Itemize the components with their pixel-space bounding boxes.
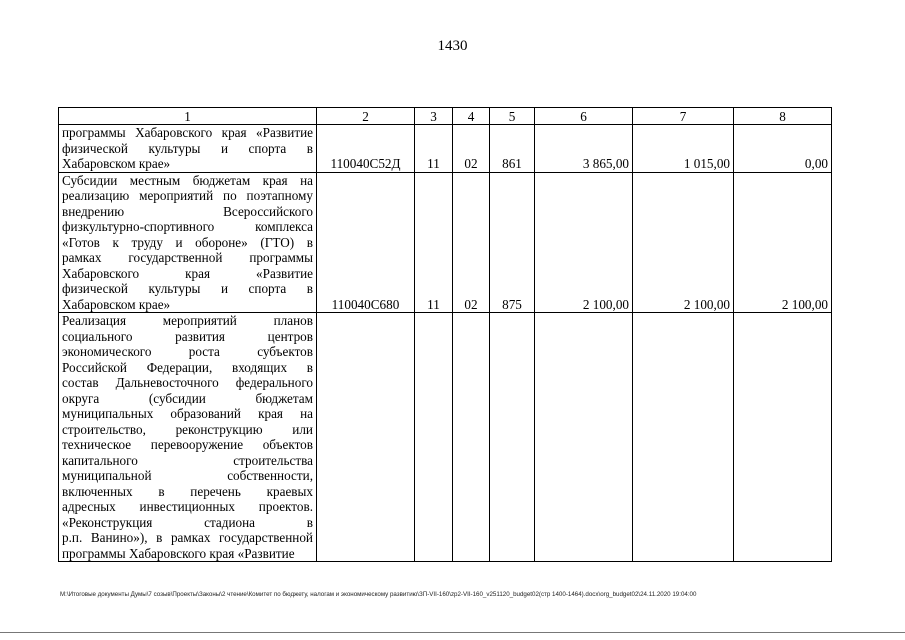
amount-col-7: 2 100,00 [633,172,734,313]
description-line: р.п. Ванино»), в рамках государственной [62,530,313,545]
description-line: физической культуры и спорта в [62,281,313,296]
row-description [59,313,317,562]
description-line: муниципальной собственности, [62,468,313,483]
amount-col-8: 0,00 [734,125,832,173]
subsection-code [453,313,490,562]
description-line: состав Дальневосточного федерального [62,375,313,390]
header-col-3: 3 [415,108,453,125]
subsection-code: 02 [453,172,490,313]
expense-type-code: 861 [490,125,535,173]
header-col-2: 2 [317,108,415,125]
target-code: 110040С680 [317,172,415,313]
amount-col-8 [734,313,832,562]
description-line: Хабаровском крае» [62,296,171,312]
description-line: Реализация мероприятий планов [62,313,313,328]
description-line: капитального строительства [62,452,313,468]
page-number: 1430 [437,38,468,54]
header-col-4: 4 [453,108,490,125]
target-code: 110040С52Д [317,125,415,173]
description-line: округа (субсидии бюджетам [62,390,313,406]
description-line: программы Хабаровского края «Развитие [62,125,313,140]
description-line: строительство, реконструкцию или [62,421,313,437]
description-line: реализацию мероприятий по поэтапному [62,188,313,203]
expense-type-code: 875 [490,172,535,313]
amount-col-6: 3 865,00 [535,125,633,173]
description-line: рамках государственной программы [62,250,313,265]
amount-col-7: 1 015,00 [633,125,734,173]
row-description [59,125,317,173]
section-code: 11 [415,172,453,313]
description-line: физкультурно-спортивного комплекса [62,219,313,234]
description-line: «Готов к труду и обороне» (ГТО) в [62,234,313,250]
description-line: программы Хабаровского края «Развитие [62,545,295,561]
header-row [59,108,832,125]
section-code: 11 [415,125,453,173]
table-row [59,313,832,562]
description-line: внедрению Всероссийского [62,203,313,219]
subsection-code: 02 [453,125,490,173]
description-line: Хабаровского края «Развитие [62,265,313,281]
description-line: экономического роста субъектов [62,344,313,359]
description-line: включенных в перечень краевых [62,483,313,499]
header-col-1: 1 [59,108,317,125]
description-line: социального развития центров [62,328,313,344]
amount-col-7 [633,313,734,562]
target-code [317,313,415,562]
amount-col-8: 2 100,00 [734,172,832,313]
header-col-5: 5 [490,108,535,125]
expense-type-code [490,313,535,562]
description-line: «Реконструкция стадиона в [62,514,313,530]
row-description [59,172,317,313]
section-code [415,313,453,562]
description-line: Российской Федерации, входящих в [62,359,313,375]
table-row [59,172,832,313]
document-path-footer: M:\Итоговые документы Думы\7 созыв\Проекты\Законы\2 чтение\Комитет по бюджету, налогам и экономическому развитию\ЗП-VII-160\zp2-VII-160_v251120_budget02(стр 1400-1464).docx\org_budget02\24.11.2020 19:04:00 [60,591,697,598]
description-line: техническое перевооружение объектов [62,437,313,452]
description-line: муниципальных образований края на [62,406,313,421]
description-line: Субсидии местным бюджетам края на [62,172,313,188]
table-row [59,125,832,173]
header-col-8: 8 [734,108,832,125]
amount-col-6: 2 100,00 [535,172,633,313]
description-line: Хабаровском крае» [62,156,171,171]
budget-table [58,107,832,562]
header-col-6: 6 [535,108,633,125]
amount-col-6 [535,313,633,562]
bottom-divider [0,632,905,633]
header-col-7: 7 [633,108,734,125]
description-line: адресных инвестиционных проектов. [62,499,313,514]
description-line: физической культуры и спорта в [62,140,313,156]
